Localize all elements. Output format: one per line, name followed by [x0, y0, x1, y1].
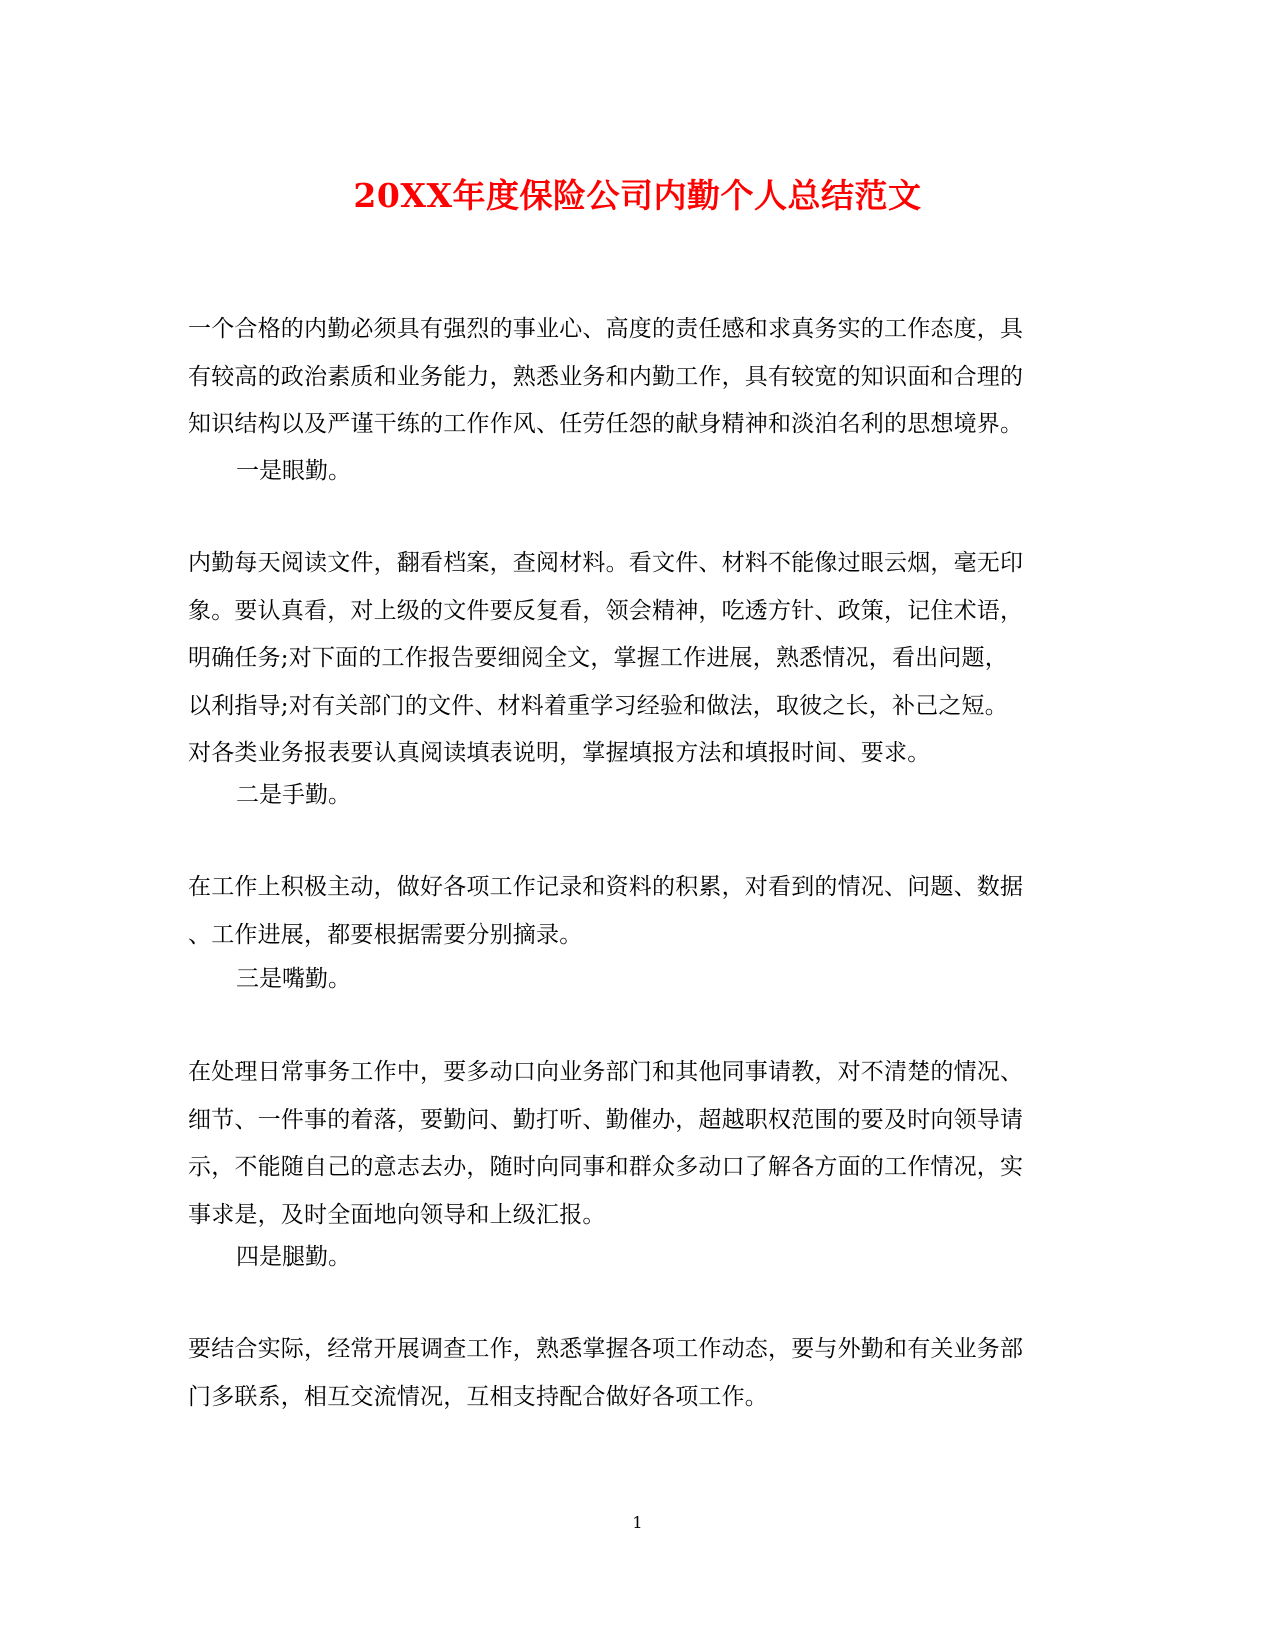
section-paragraph — [188, 1326, 1088, 1421]
text-line: 知识结构以及严谨干练的工作作风、任劳任怨的献身精神和淡泊名利的思想境界。 — [188, 411, 1024, 437]
text-line: 事求是，及时全面地向领导和上级汇报。 — [188, 1201, 606, 1228]
section-paragraph — [188, 1049, 1088, 1239]
intro-paragraph — [188, 306, 1088, 449]
text-line: 有较高的政治素质和业务能力，熟悉业务和内勤工作，具有较宽的知识面和合理的 — [188, 363, 1024, 390]
text-line: 象。要认真看，对上级的文件要反复看，领会精神，吃透方针、政策，记住术语， — [188, 597, 1024, 624]
section-heading: 一是眼勤。 — [236, 458, 351, 484]
page-number: 1 — [632, 1513, 643, 1532]
section-heading: 四是腿勤。 — [236, 1244, 351, 1270]
text-line: 示，不能随自己的意志去办，随时向同事和群众多动口了解各方面的工作情况，实 — [188, 1154, 1024, 1180]
text-line: 细节、一件事的着落，要勤问、勤打听、勤催办，超越职权范围的要及时向领导请 — [188, 1106, 1024, 1133]
text-line: 、工作进展，都要根据需要分别摘录。 — [188, 921, 583, 948]
section-heading: 三是嘴勤。 — [236, 966, 351, 992]
text-line: 明确任务;对下面的工作报告要细阅全文，掌握工作进展，熟悉情况，看出问题， — [188, 645, 1008, 671]
text-line: 在处理日常事务工作中，要多动口向业务部门和其他同事请教，对不清楚的情况、 — [188, 1059, 1024, 1085]
section-paragraph — [188, 540, 1088, 778]
section-paragraph — [188, 864, 1088, 959]
text-line: 以利指导;对有关部门的文件、材料着重学习经验和做法，取彼之长，补己之短。 — [188, 692, 1008, 719]
section-heading: 二是手勤。 — [236, 782, 351, 808]
text-line: 门多联系，相互交流情况，互相支持配合做好各项工作。 — [188, 1383, 768, 1410]
document-title: 20XX年度保险公司内勤个人总结范文 — [353, 176, 922, 215]
text-line: 一个合格的内勤必须具有强烈的事业心、高度的责任感和求真务实的工作态度，具 — [188, 316, 1024, 342]
text-line: 要结合实际，经常开展调查工作，熟悉掌握各项工作动态，要与外勤和有关业务部 — [188, 1336, 1024, 1362]
text-line: 内勤每天阅读文件，翻看档案，查阅材料。看文件、材料不能像过眼云烟，毫无印 — [188, 550, 1024, 576]
text-line: 对各类业务报表要认真阅读填表说明，掌握填报方法和填报时间、要求。 — [188, 740, 931, 766]
text-line: 在工作上积极主动，做好各项工作记录和资料的积累，对看到的情况、问题、数据 — [188, 874, 1024, 900]
